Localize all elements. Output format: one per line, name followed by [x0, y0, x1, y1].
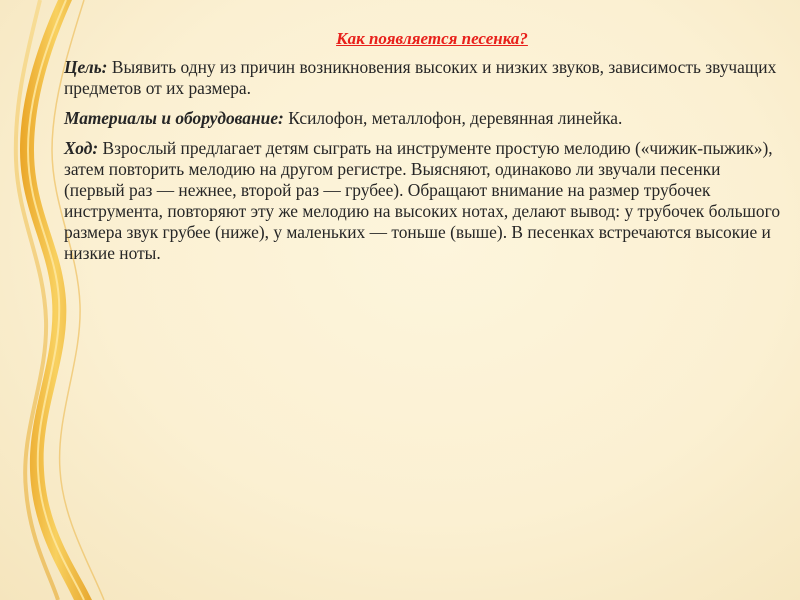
materials-label: Материалы и оборудование: — [64, 108, 284, 128]
materials-text: Ксилофон, металлофон, деревянная линейка. — [288, 108, 623, 128]
slide-content — [64, 28, 782, 273]
goal-text: Выявить одну из причин возникновения высоких и низких звуков, зависимость звучащих предметов от их размера. — [64, 57, 777, 98]
materials-paragraph — [64, 108, 782, 129]
goal-paragraph — [64, 57, 782, 99]
procedure-paragraph — [64, 138, 782, 264]
slide-title: Как появляется песенка? — [336, 29, 528, 48]
procedure-label: Ход: — [64, 138, 99, 158]
goal-label: Цель: — [64, 57, 108, 77]
procedure-text: Взрослый предлагает детям сыграть на инструменте простую мелодию («чижик-пыжик»), затем повторить мелодию на другом регистре. Выясняют, одинаково ли звучали песенки (первый раз — нежнее, второй раз — грубее). Обращают внимание на размер трубочек инструмента, повторяют эту же мелодию на высоких нотах, делают вывод: у трубочек большого размера звук грубее (ниже), у маленьких — тоньше (выше). В песенках встречаются высокие и низкие ноты. — [64, 138, 781, 263]
